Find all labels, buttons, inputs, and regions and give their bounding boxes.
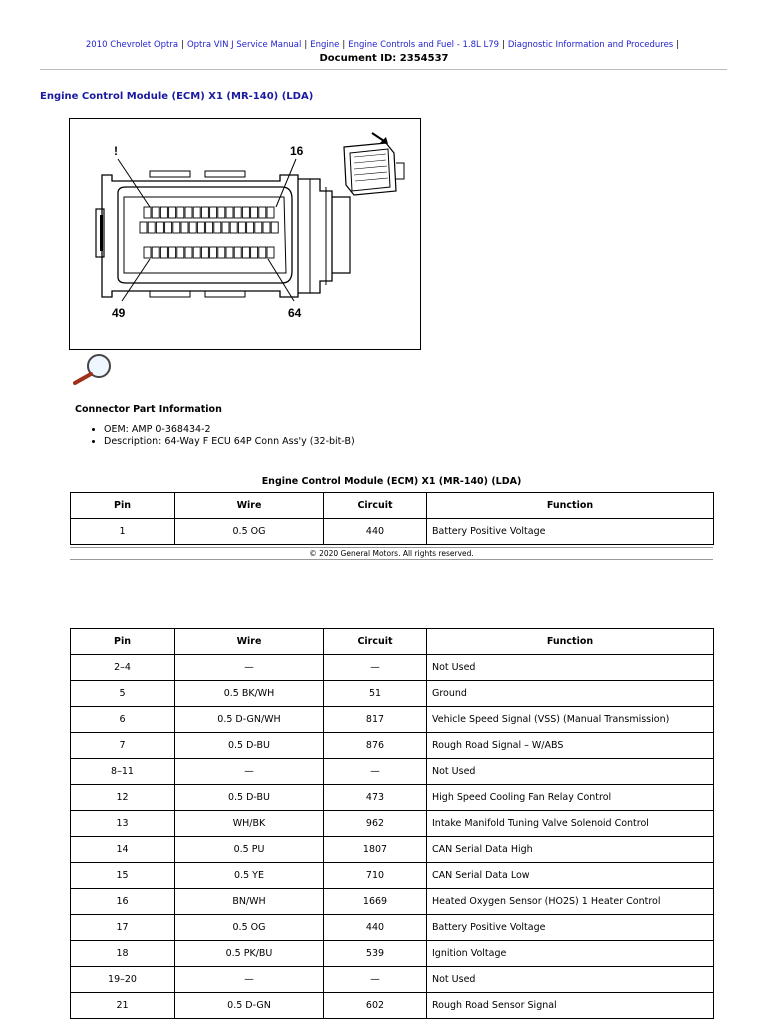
connector-pin xyxy=(238,222,245,233)
cell-circuit: — xyxy=(324,759,427,785)
cell-wire: 0.5 OG xyxy=(175,519,324,545)
connector-pin xyxy=(222,222,229,233)
connector-pin xyxy=(218,207,225,218)
breadcrumb-separator: | xyxy=(342,40,346,50)
label-pin-49: 49 xyxy=(112,306,126,320)
cell-wire: 0.5 PK/BU xyxy=(175,941,324,967)
connector-pin xyxy=(144,247,151,258)
cell-circuit: 710 xyxy=(324,863,427,889)
cell-wire: 0.5 OG xyxy=(175,915,324,941)
connector-info-list xyxy=(90,424,355,448)
cell-pin: 21 xyxy=(71,993,175,1019)
connector-pin xyxy=(148,222,155,233)
cell-circuit: — xyxy=(324,655,427,681)
cell-wire: — xyxy=(175,759,324,785)
cell-function: Ground xyxy=(427,681,714,707)
cell-function: Not Used xyxy=(427,655,714,681)
breadcrumb-link[interactable]: Engine Controls and Fuel - 1.8L L79 xyxy=(348,40,500,50)
connector-pin xyxy=(271,222,278,233)
col-pin: Pin xyxy=(71,493,175,519)
cell-wire: — xyxy=(175,655,324,681)
table-row xyxy=(71,993,714,1019)
cell-function: CAN Serial Data High xyxy=(427,837,714,863)
connector-pin xyxy=(173,222,180,233)
connector-info-description: • Description: 64-Way F ECU 64P Conn Ass'y (32-bit-B) xyxy=(104,436,355,448)
cell-pin: 2–4 xyxy=(71,655,175,681)
document-id: Document ID: 2354537 xyxy=(319,53,449,64)
pin-table-1 xyxy=(70,492,714,545)
breadcrumb-separator: | xyxy=(304,40,308,50)
connector-pin xyxy=(242,247,249,258)
breadcrumb xyxy=(0,40,768,50)
copyright: © 2020 General Motors. All rights reserved. xyxy=(70,547,713,558)
breadcrumb-separator: | xyxy=(676,40,680,50)
breadcrumb-link[interactable]: 2010 Chevrolet Optra xyxy=(85,40,179,50)
header-divider xyxy=(40,69,727,70)
connector-pin xyxy=(144,207,151,218)
cell-function: Rough Road Sensor Signal xyxy=(427,993,714,1019)
table-row xyxy=(71,733,714,759)
connector-pin xyxy=(201,247,208,258)
table-caption: Engine Control Module (ECM) X1 (MR-140) (LDA) xyxy=(261,476,522,487)
connector-pin xyxy=(210,247,217,258)
connector-pin xyxy=(177,207,184,218)
cell-pin: 18 xyxy=(71,941,175,967)
cell-circuit: 1669 xyxy=(324,889,427,915)
cell-pin: 17 xyxy=(71,915,175,941)
cell-wire: — xyxy=(175,967,324,993)
table-row xyxy=(71,915,714,941)
connector-info-oem: • OEM: AMP 0-368434-2 xyxy=(104,424,355,436)
cell-wire: 0.5 D-GN/WH xyxy=(175,707,324,733)
connector-pin xyxy=(152,247,159,258)
cell-wire: 0.5 D-BU xyxy=(175,785,324,811)
cell-circuit: 51 xyxy=(324,681,427,707)
cell-wire: 0.5 BK/WH xyxy=(175,681,324,707)
cell-pin: 8–11 xyxy=(71,759,175,785)
label-pin-1: ! xyxy=(114,144,118,158)
cell-wire: BN/WH xyxy=(175,889,324,915)
connector-pin xyxy=(255,222,262,233)
breadcrumb-link[interactable]: Engine xyxy=(310,40,340,50)
cell-circuit: 440 xyxy=(324,915,427,941)
pin-table-2 xyxy=(70,628,714,1019)
connector-pin xyxy=(169,207,176,218)
col-wire: Wire xyxy=(175,629,324,655)
table-row xyxy=(71,519,714,545)
cell-pin: 12 xyxy=(71,785,175,811)
connector-pin xyxy=(230,222,237,233)
cell-circuit: 473 xyxy=(324,785,427,811)
connector-pin xyxy=(259,247,266,258)
cell-function: Rough Road Signal – W/ABS xyxy=(427,733,714,759)
connector-pin xyxy=(234,247,241,258)
connector-pin xyxy=(218,247,225,258)
connector-pin xyxy=(181,222,188,233)
cell-function: Ignition Voltage xyxy=(427,941,714,967)
connector-pin xyxy=(267,247,274,258)
table-row xyxy=(71,785,714,811)
cell-circuit: 539 xyxy=(324,941,427,967)
cell-wire: 0.5 D-BU xyxy=(175,733,324,759)
cell-pin: 14 xyxy=(71,837,175,863)
col-function: Function xyxy=(427,629,714,655)
cell-circuit: 962 xyxy=(324,811,427,837)
cell-function: Intake Manifold Tuning Valve Solenoid Control xyxy=(427,811,714,837)
connector-pin xyxy=(210,207,217,218)
connector-pin xyxy=(247,222,254,233)
table-row xyxy=(71,863,714,889)
connector-pin xyxy=(185,207,192,218)
connector-pin xyxy=(206,222,213,233)
breadcrumb-link[interactable]: Optra VIN J Service Manual xyxy=(186,40,302,50)
table-row xyxy=(71,941,714,967)
cell-circuit: 602 xyxy=(324,993,427,1019)
connector-pin xyxy=(226,207,233,218)
connector-pin xyxy=(152,207,159,218)
connector-pin xyxy=(160,247,167,258)
connector-thumbnail xyxy=(344,133,404,195)
connector-pin xyxy=(197,222,204,233)
col-circuit: Circuit xyxy=(324,629,427,655)
copyright-divider xyxy=(70,559,713,560)
connector-pin xyxy=(189,222,196,233)
cell-circuit: 817 xyxy=(324,707,427,733)
cell-wire: 0.5 D-GN xyxy=(175,993,324,1019)
cell-circuit: 876 xyxy=(324,733,427,759)
cell-pin: 13 xyxy=(71,811,175,837)
pin-row-middle xyxy=(140,222,278,233)
cell-pin: 5 xyxy=(71,681,175,707)
cell-function: Vehicle Speed Signal (VSS) (Manual Transmission) xyxy=(427,707,714,733)
connector-info-heading: Connector Part Information xyxy=(75,404,222,415)
connector-pin xyxy=(267,207,274,218)
table-row xyxy=(71,811,714,837)
cell-function: Not Used xyxy=(427,967,714,993)
cell-pin: 16 xyxy=(71,889,175,915)
col-wire: Wire xyxy=(175,493,324,519)
table-row xyxy=(71,655,714,681)
cell-circuit: 1807 xyxy=(324,837,427,863)
table-row xyxy=(71,759,714,785)
table-row xyxy=(71,707,714,733)
connector-pin xyxy=(160,207,167,218)
pin-row-bottom xyxy=(144,247,274,258)
col-pin: Pin xyxy=(71,629,175,655)
connector-pin xyxy=(234,207,241,218)
connector-pin xyxy=(263,222,270,233)
breadcrumb-separator: | xyxy=(181,40,184,50)
connector-pin xyxy=(251,207,258,218)
cell-function: High Speed Cooling Fan Relay Control xyxy=(427,785,714,811)
connector-pin xyxy=(242,207,249,218)
cell-function: Not Used xyxy=(427,759,714,785)
section-title[interactable]: Engine Control Module (ECM) X1 (MR-140) (LDA) xyxy=(40,91,314,102)
cell-pin: 1 xyxy=(71,519,175,545)
cell-pin: 7 xyxy=(71,733,175,759)
connector-pin xyxy=(259,207,266,218)
connector-pin xyxy=(226,247,233,258)
col-circuit: Circuit xyxy=(324,493,427,519)
connector-pin xyxy=(185,247,192,258)
connector-pin xyxy=(177,247,184,258)
cell-pin: 15 xyxy=(71,863,175,889)
cell-wire: WH/BK xyxy=(175,811,324,837)
connector-pin xyxy=(193,247,200,258)
table-row xyxy=(71,681,714,707)
connector-diagram xyxy=(69,118,421,350)
connector-pin xyxy=(156,222,163,233)
table-row xyxy=(71,837,714,863)
connector-pin xyxy=(165,222,172,233)
cell-function: CAN Serial Data Low xyxy=(427,863,714,889)
cell-wire: 0.5 PU xyxy=(175,837,324,863)
breadcrumb-link[interactable]: Diagnostic Information and Procedures xyxy=(507,40,674,50)
connector-pin xyxy=(201,207,208,218)
label-pin-16: 16 xyxy=(290,144,304,158)
cell-pin: 19–20 xyxy=(71,967,175,993)
label-pin-64: 64 xyxy=(288,306,302,320)
table-row xyxy=(71,889,714,915)
pin-row-top xyxy=(144,207,274,218)
cell-wire: 0.5 YE xyxy=(175,863,324,889)
magnifier-icon[interactable] xyxy=(69,352,115,386)
connector-drawing xyxy=(70,119,420,349)
connector-pin xyxy=(193,207,200,218)
cell-circuit: 440 xyxy=(324,519,427,545)
connector-pin xyxy=(214,222,221,233)
connector-pin xyxy=(169,247,176,258)
breadcrumb-separator: | xyxy=(502,40,505,50)
cell-function: Heated Oxygen Sensor (HO2S) 1 Heater Control xyxy=(427,889,714,915)
cell-function: Battery Positive Voltage xyxy=(427,915,714,941)
cell-circuit: — xyxy=(324,967,427,993)
connector-pin xyxy=(140,222,147,233)
table-row xyxy=(71,967,714,993)
cell-function: Battery Positive Voltage xyxy=(427,519,714,545)
connector-pin xyxy=(251,247,258,258)
cell-pin: 6 xyxy=(71,707,175,733)
col-function: Function xyxy=(427,493,714,519)
